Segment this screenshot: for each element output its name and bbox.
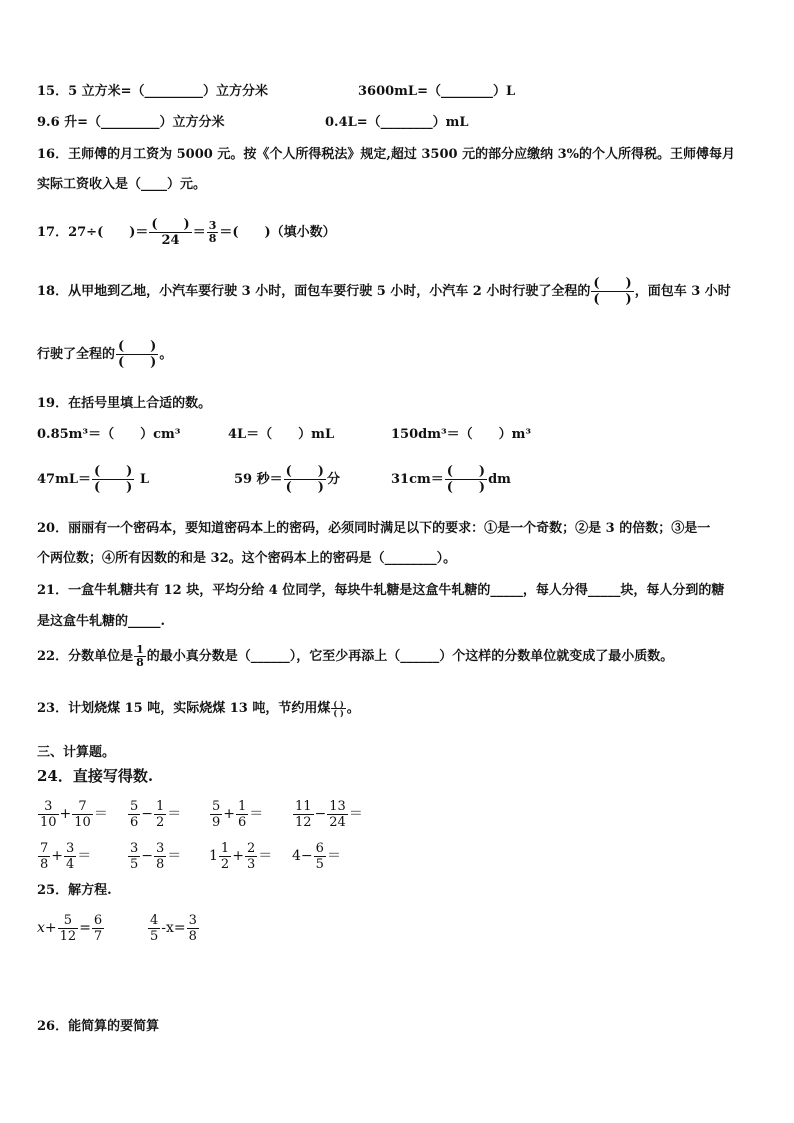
q23-suffix: 。 <box>346 701 360 716</box>
q19-e-pre: 59 秒＝ <box>234 472 283 487</box>
q21-line-2: 是这盒牛轧糖的_____. <box>37 614 166 629</box>
q24-r1-1-n1: 3 <box>38 799 59 815</box>
q24-r1-4-n1: 11 <box>295 798 312 814</box>
q22-fraction <box>134 644 146 669</box>
q24-r1-4-n2: 13 <box>329 798 346 814</box>
q19-f-den: ( ) <box>446 480 486 495</box>
q24-r2-3-d2: 3 <box>246 856 256 872</box>
q24-r1-2-eq: ＝ <box>167 806 182 822</box>
q24-r2-1-d2: 4 <box>66 856 75 872</box>
q18-line-2 <box>37 335 172 375</box>
q18-blank-fraction-1 <box>591 276 633 307</box>
q24-r2-3-n2: 2 <box>246 840 256 856</box>
q18-f2-den: ( ) <box>118 355 157 370</box>
q25-equation-1 <box>37 908 105 948</box>
q19-f-pre: 31cm＝ <box>391 472 444 487</box>
q24-r1-2-op: − <box>141 806 154 822</box>
q19-d-pre: 47mL＝ <box>37 472 91 487</box>
q15-item-b: 3600mL=（________）L <box>358 84 516 99</box>
q19-f-num: ( ) <box>446 464 486 479</box>
q24-r2-3-n1: 1 <box>220 840 230 856</box>
q19-e-fraction <box>284 464 326 495</box>
q21-line-1: 21．一盒牛轧糖共有 12 块，平均分给 4 位同学，每块牛轧糖是这盒牛轧糖的_____，每人分得_____块，每人分到的糖 <box>37 583 725 598</box>
q22-prefix: 22．分数单位是 <box>37 649 134 664</box>
q22-line <box>37 637 673 677</box>
q19-item-e <box>234 460 340 500</box>
q24-r2-1-n1: 7 <box>40 840 49 856</box>
q17-eq: ＝ <box>192 225 206 240</box>
q24-r1-1-eq: ＝ <box>93 806 108 822</box>
q24-r1-3-d2: 6 <box>238 814 247 830</box>
q25-e1-n2: 6 <box>93 912 103 928</box>
q22-num: 1 <box>136 643 144 656</box>
q24-r1-item-2 <box>127 796 181 832</box>
section-3-heading: 三、计算题。 <box>37 745 116 760</box>
q17-f2-den: 8 <box>208 232 217 245</box>
q15-item-a: 15．5 立方米=（_________）立方分米 <box>37 84 269 99</box>
q24-r1-2-n2: 1 <box>156 798 165 814</box>
q24-r2-2-eq: ＝ <box>167 848 182 864</box>
q24-r2-4-d2: 5 <box>315 856 324 872</box>
q24-r1-3-d1: 9 <box>212 814 221 830</box>
q25-e1-pre: x+ <box>37 920 57 936</box>
q24-r2-3-op: + <box>232 848 244 864</box>
q23-num: ( ) <box>333 699 344 709</box>
q24-r2-2-d2: 8 <box>156 856 165 872</box>
q18-text-2: 行驶了全程的 <box>37 347 116 362</box>
q24-r2-4-op: − <box>300 848 313 864</box>
q15-item-d: 0.4L=（________）mL <box>325 115 469 130</box>
q24-r2-1-d1: 8 <box>40 856 49 872</box>
q24-r1-4-d1: 12 <box>295 814 312 830</box>
q19-f-fraction <box>445 464 487 495</box>
q25-equation-2 <box>147 908 200 948</box>
q24-r1-4-op: − <box>314 806 327 822</box>
q18-f1-num: ( ) <box>593 276 632 291</box>
q24-r2-item-2 <box>127 838 181 874</box>
q23-blank-fraction <box>331 700 345 717</box>
q15-item-c: 9.6 升=（_________）立方分米 <box>37 115 225 130</box>
q17-fraction-1 <box>149 217 191 248</box>
q19-d-den: ( ) <box>94 480 133 495</box>
q17-line <box>37 213 336 253</box>
q24-r2-4-whole: 4 <box>292 848 301 864</box>
q19-item-c: 150dm³＝（ ）m³ <box>391 427 532 442</box>
q25-e1-eq: = <box>79 920 91 936</box>
q22-suffix: 的最小真分数是（______），它至少再添上（______）个这样的分数单位就变成了最小质数。 <box>146 649 674 664</box>
q24-r1-2-n1: 5 <box>130 798 139 814</box>
q24-r1-1-d1: 10 <box>40 814 57 830</box>
q17-f1-num: ( ) <box>151 217 190 232</box>
q24-r2-4-n2: 6 <box>315 840 324 856</box>
q19-e-num: ( ) <box>285 464 324 479</box>
q19-title: 19．在括号里填上合适的数。 <box>37 396 212 411</box>
q25-title: 25．解方程. <box>37 883 112 898</box>
q17-f1-den: 24 <box>161 233 180 248</box>
q25-e2-n2: 3 <box>188 912 197 928</box>
q24-r2-2-d1: 5 <box>130 856 139 872</box>
q18-blank-fraction-2 <box>116 339 158 370</box>
q16-line-2: 实际工资收入是（____）元。 <box>37 177 207 192</box>
q24-r1-3-op: + <box>223 806 236 822</box>
q24-r1-item-3 <box>209 796 263 832</box>
q24-r2-item-4 <box>292 838 341 874</box>
q24-r2-item-3 <box>209 838 272 874</box>
q24-r2-2-op: − <box>141 848 154 864</box>
q19-item-b: 4L＝（ ）mL <box>228 427 335 442</box>
q17-fraction-2 <box>207 220 219 245</box>
q24-r1-item-1 <box>37 796 108 832</box>
q24-title: 24．直接写得数. <box>37 767 154 785</box>
q17-f2-num: 3 <box>208 219 217 232</box>
q24-r1-1-op: + <box>59 806 72 822</box>
q17-prefix: 17．27÷( )＝ <box>37 225 149 240</box>
q25-e1-d1: 12 <box>59 928 77 944</box>
q24-r2-2-n1: 3 <box>130 840 139 856</box>
q24-r1-3-eq: ＝ <box>249 806 264 822</box>
q19-e-unit: 分 <box>326 472 340 487</box>
q24-r1-4-d2: 24 <box>329 814 346 830</box>
q19-d-unit: L <box>139 472 149 487</box>
q18-line-1 <box>37 272 731 312</box>
q19-d-num: ( ) <box>94 464 133 479</box>
q25-e1-n1: 5 <box>58 913 79 929</box>
q24-r2-item-1 <box>37 838 91 874</box>
q18-text-2-end: 。 <box>159 347 173 362</box>
q24-r2-1-n2: 3 <box>66 840 75 856</box>
q24-r2-3-eq: ＝ <box>258 848 273 864</box>
q25-e1-d2: 7 <box>93 928 103 944</box>
q24-r1-2-d1: 6 <box>130 814 139 830</box>
q25-e2-n1: 4 <box>150 912 159 928</box>
q26-title: 26．能简算的要简算 <box>37 1019 160 1034</box>
q20-line-1: 20．丽丽有一个密码本，要知道密码本上的密码，必须同时满足以下的要求：①是一个奇数；②是 3 的倍数；③是一 <box>37 521 711 536</box>
q24-r2-1-eq: ＝ <box>77 848 92 864</box>
q18-text-1-end: ，面包车 3 小时 <box>634 284 731 299</box>
q19-f-unit: dm <box>488 472 511 487</box>
q24-r2-1-op: + <box>51 848 64 864</box>
q24-r2-3-whole: 1 <box>209 848 218 864</box>
q24-r1-2-d2: 2 <box>156 814 165 830</box>
q24-r1-3-n1: 5 <box>212 798 221 814</box>
q23-den: ( ) <box>333 708 344 718</box>
q24-r1-3-n2: 1 <box>238 798 247 814</box>
q24-r1-1-n2: 7 <box>72 799 93 815</box>
q19-item-d <box>37 460 149 500</box>
q19-item-f <box>391 460 511 500</box>
q25-e2-d2: 8 <box>188 928 197 944</box>
q19-e-den: ( ) <box>285 480 324 495</box>
q24-r2-3-d1: 2 <box>220 856 230 872</box>
q18-f1-den: ( ) <box>593 292 632 307</box>
q25-e2-mid: -x= <box>161 920 186 936</box>
q23-prefix: 23．计划烧煤 15 吨，实际烧煤 13 吨，节约用煤 <box>37 701 331 716</box>
q19-d-fraction <box>92 464 134 495</box>
q22-den: 8 <box>136 656 144 669</box>
q24-r1-1-d2: 10 <box>74 814 91 830</box>
q23-line <box>37 693 360 725</box>
q24-r1-item-4 <box>292 796 363 832</box>
q19-item-a: 0.85m³＝（ ）cm³ <box>37 427 181 442</box>
q25-e2-d1: 5 <box>150 928 159 944</box>
q16-line-1: 16．王师傅的月工资为 5000 元。按《个人所得税法》规定,超过 3500 元的部分应缴纳 3%的个人所得税。王师傅每月 <box>37 147 736 162</box>
q24-r2-4-eq: ＝ <box>326 848 341 864</box>
q18-text-1: 18．从甲地到乙地，小汽车要行驶 3 小时，面包车要行驶 5 小时，小汽车 2 小时行驶了全程的 <box>37 284 591 299</box>
q24-r2-2-n2: 3 <box>156 840 165 856</box>
q20-line-2: 个两位数；④所有因数的和是 32。这个密码本上的密码是（________）。 <box>37 551 457 566</box>
q17-suffix: ＝( )（填小数） <box>219 225 336 240</box>
q24-r1-4-eq: ＝ <box>348 806 363 822</box>
q18-f2-num: ( ) <box>118 339 157 354</box>
